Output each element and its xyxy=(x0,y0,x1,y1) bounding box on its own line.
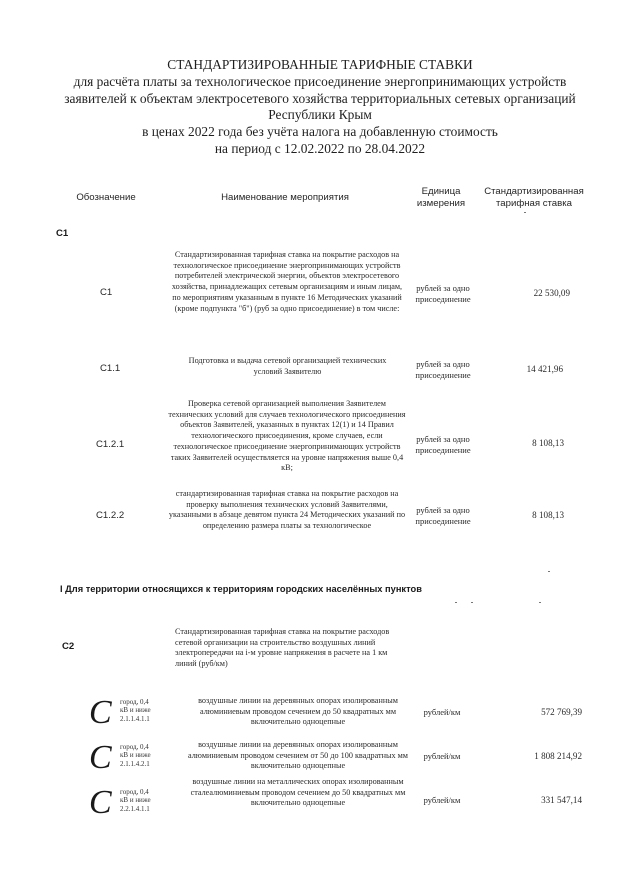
row-letter: С xyxy=(89,694,112,731)
row-unit: рублей/км xyxy=(423,751,461,761)
scan-speck xyxy=(524,212,526,213)
title-line: для расчёта платы за технологическое присоединение энергопринимающих устройств xyxy=(73,73,567,89)
row-subcode-line: 2.2.1.4.1.1 xyxy=(120,804,150,813)
row-subcode-line: кВ и ниже xyxy=(120,751,151,760)
row-value: 1 808 214,92 xyxy=(534,751,582,761)
row-subcode-line: город, 0,4 xyxy=(120,788,149,796)
row-value: 22 530,09 xyxy=(533,288,570,298)
row-unit: рублей за одно присоединение xyxy=(415,434,471,455)
row-letter: С xyxy=(89,784,112,821)
section-c1-label: С1 xyxy=(56,228,69,239)
row-subcode-line: город, 0,4 xyxy=(120,743,149,751)
header-unit-line: Единица xyxy=(421,186,461,197)
scan-speck xyxy=(471,602,473,603)
row-code: С1.1 xyxy=(100,363,121,374)
row-value: 572 769,39 xyxy=(541,707,582,717)
row-subcode-line: 2.1.1.4.2.1 xyxy=(120,759,150,768)
row-code: С1.2.2 xyxy=(96,510,125,521)
row-unit: рублей за одно присоединение xyxy=(415,505,471,526)
header-rate-line: Стандартизированная xyxy=(484,186,584,197)
row-unit: рублей/км xyxy=(423,795,461,805)
title-line: в ценах 2022 года без учёта налога на добавленную стоимость xyxy=(142,124,498,140)
header-unit xyxy=(402,186,480,209)
scan-speck xyxy=(455,602,457,603)
c2-description: Стандартизированная тарифная ставка на покрытие расходов сетевой организации на строительство воздушных линий электропередачи на i-м уровне напряжения в расчете на 1 км линий (руб/км) xyxy=(175,627,390,669)
row-subcode-line: кВ и ниже xyxy=(120,706,151,715)
row-description: Проверка сетевой организацией выполнения Заявителем технических условий для случаев технологического присоединения объектов Заявителей, указанных в пунктах 12(1) и 14 Правил технологического присоединения, кроме случаев, если технологическое присоединение энергопринимающих устройств таких Заявителей осуществляется на уровне напряжения выше 0,4 кВ; xyxy=(168,399,406,473)
scan-speck xyxy=(548,571,550,572)
row-value: 14 421,96 xyxy=(526,364,563,374)
document-title xyxy=(0,57,640,158)
row-description: воздушные линии на деревянных опорах изолированным алюминиевым проводом сечением до 50 квадратных мм включительно одноцепные xyxy=(198,696,398,727)
row-subcode-line: кВ и ниже xyxy=(120,796,151,805)
scan-speck xyxy=(539,602,541,603)
row-description: Подготовка и выдача сетевой организацией технических условий Заявителю xyxy=(188,356,387,376)
header-name: Наименование мероприятия xyxy=(221,192,349,203)
row-unit: рублей/км xyxy=(423,707,461,717)
row-letter: С xyxy=(89,739,112,776)
row-description: Стандартизированная тарифная ставка на покрытие расходов на технологическое присоединение энергопринимающих устройств потребителей электрической энергии, объектов электросетевого хозяйства, принадлежащих сетевым организациям и иным лицам, по мероприятиям указанным в пункте 16 Методических указаний (кроме подпункта "б") (руб за одно присоединение) в том числе: xyxy=(171,250,403,313)
row-value: 331 547,14 xyxy=(541,795,582,805)
row-subcode-line: 2.1.1.4.1.1 xyxy=(120,714,150,723)
row-unit: рублей за одно присоединение xyxy=(415,359,471,380)
title-line: Республики Крым xyxy=(268,107,372,123)
row-code: С1 xyxy=(100,287,113,298)
row-value: 8 108,13 xyxy=(532,438,564,448)
header-designation: Обозначение xyxy=(76,192,136,203)
title-line: на период с 12.02.2022 по 28.04.2022 xyxy=(214,140,426,156)
header-unit-line: измерения xyxy=(416,197,466,209)
row-description: воздушные линии на металлических опорах изолированным сталеалюминиевым проводом сечением до 50 квадратных мм включительно одноцепные xyxy=(190,777,406,808)
row-subcode xyxy=(120,698,151,723)
section-c2-label: С2 xyxy=(62,641,75,652)
row-subcode xyxy=(120,788,151,813)
row-subcode xyxy=(120,743,151,768)
title-line: СТАНДАРТИЗИРОВАННЫЕ ТАРИФНЫЕ СТАВКИ xyxy=(167,57,473,72)
title-line: заявителей к объектам электросетевого хозяйства территориальных сетевых организаций xyxy=(64,90,576,106)
row-description: воздушные линии на деревянных опорах изолированным алюминиевым проводом сечением от 50 до 100 квадратных мм включительно одноцепные xyxy=(188,740,408,771)
row-value: 8 108,13 xyxy=(532,510,564,520)
header-rate-line: тарифная ставка xyxy=(496,197,572,209)
row-code: С1.2.1 xyxy=(96,439,125,450)
row-subcode-line: город, 0,4 xyxy=(120,698,149,706)
header-rate xyxy=(474,186,594,209)
row-description: стандартизированная тарифная ставка на покрытие расходов на проверку выполнения технических условий Заявителями, указанными в абзаце девятом пункта 24 Методических указаний по определению размера платы за технологическое xyxy=(168,489,406,531)
section-i-heading: I Для территории относящихся к территориям городских населённых пунктов xyxy=(60,584,422,594)
row-unit: рублей за одно присоединение xyxy=(415,283,471,304)
